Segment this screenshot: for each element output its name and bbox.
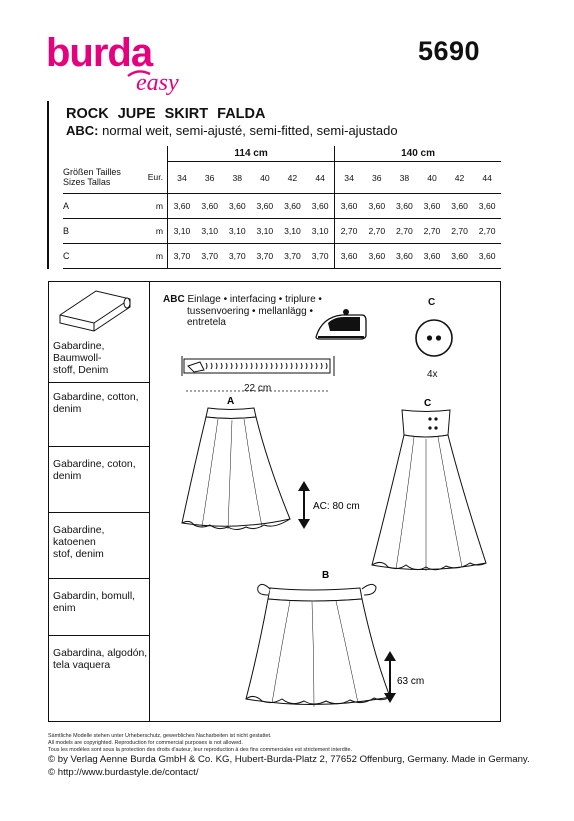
legal-notice: Sämtliche Modelle stehen unter Urheberschutz, gewerbliches Nacharbeiten ist nicht gestattet. All models are copyrighted. Reproduction for commercial purposes is not allowed. Tous les modèles sont sous la protection des droits d'auteur, leur reproduction à des fins commerciales est strictement interdite. [48,733,352,754]
zipper-icon [180,354,340,378]
yardage-cell: 3,60 [335,194,363,219]
yardage-table [63,146,501,269]
fit-prefix: ABC: [66,123,99,138]
yardage-cell: 2,70 [473,219,501,244]
yardage-cell: 3,60 [196,194,224,219]
button-count: 4x [427,369,438,380]
fabric-suggestion: Gabardine, katoenen stof, denim [53,525,105,560]
fit-description [66,123,398,138]
yardage-cell: 2,70 [335,219,363,244]
yardage-cell: 3,10 [168,219,196,244]
yardage-cell: 2,70 [391,219,419,244]
yardage-cell: 3,10 [306,219,334,244]
fabric-divider [48,578,149,579]
width-114: 114 cm [168,146,335,162]
yardage-cell: 3,60 [391,194,419,219]
pattern-number: 5690 [418,36,481,66]
views-illustration [150,395,500,720]
interfacing-note: ABC Einlage • interfacing • triplure • tussenvoering • mellanlägg • entretela [163,294,322,328]
unit-cell: m [135,244,168,269]
yardage-cell: 3,60 [391,244,419,269]
skirt-view-a [182,396,290,530]
unit-header: Eur. [135,162,168,194]
width-140: 140 cm [335,146,501,162]
yardage-cell: 3,70 [251,244,279,269]
yardage-cell: 3,10 [223,219,251,244]
size-cell: 40 [251,162,279,194]
view-letter: B [63,219,135,244]
sizes-label: Größen Tailles Sizes Tallas [63,162,135,194]
fit-text: normal weit, semi-ajusté, semi-fitted, semi-ajustado [98,123,398,138]
header-rule [47,101,49,269]
size-cell: 38 [223,162,251,194]
size-cell: 42 [279,162,307,194]
yardage-cell: 3,60 [306,194,334,219]
yardage-cell: 3,60 [446,244,474,269]
yardage-row-b [63,219,501,244]
yardage-cell: 3,60 [251,194,279,219]
page-title: ROCK JUPE SKIRT FALDA [66,106,266,122]
fabric-divider [48,446,149,447]
fabric-suggestion: Gabardine, Baumwoll- stoff, Denim [53,341,109,376]
b-length: 63 cm [397,676,425,687]
yardage-cell: 2,70 [363,219,391,244]
fabric-divider [48,635,149,636]
fabric-suggestion: Gabardin, bomull, enim [53,591,136,614]
length-arrow-b [384,651,424,703]
fabric-divider [48,512,149,513]
width-header-row [63,146,501,162]
view-a-label: A [227,396,235,407]
button-icon [414,318,454,358]
size-cell: 44 [473,162,501,194]
size-cell: 34 [335,162,363,194]
skirt-view-b [246,570,390,707]
yardage-cell: 3,70 [196,244,224,269]
size-cell: 34 [168,162,196,194]
yardage-cell: 3,60 [279,194,307,219]
iron-icon [312,307,368,343]
yardage-row-c [63,244,501,269]
fabric-bolt-icon [56,285,134,335]
yardage-cell: 3,60 [168,194,196,219]
size-cell: 38 [391,162,419,194]
yardage-cell: 3,70 [223,244,251,269]
yardage-cell: 3,60 [473,244,501,269]
size-cell: 36 [363,162,391,194]
yardage-cell: 3,60 [335,244,363,269]
fabric-divider [48,382,149,383]
yardage-cell: 3,60 [446,194,474,219]
yardage-cell: 3,60 [418,194,446,219]
size-header-row [63,162,501,194]
fabric-suggestion: Gabardine, cotton, denim [53,392,139,415]
burda-easy-logo [44,28,194,98]
ac-length: AC: 80 cm [313,501,360,512]
yardage-cell: 3,70 [168,244,196,269]
unit-cell: m [135,194,168,219]
view-b-label: B [322,570,330,581]
zipper-length: 22 cm [244,383,272,394]
yardage-cell: 3,60 [363,244,391,269]
yardage-cell: 3,10 [196,219,224,244]
unit-cell: m [135,219,168,244]
yardage-cell: 3,60 [473,194,501,219]
size-cell: 36 [196,162,224,194]
brand-sub: easy [136,70,179,96]
yardage-cell: 2,70 [418,219,446,244]
yardage-cell: 3,60 [223,194,251,219]
copyright: © by Verlag Aenne Burda GmbH & Co. KG, Hubert-Burda-Platz 2, 77652 Offenburg, Germany. Made in Germany. © http://www.burdastyle.de/contact/ [48,754,530,778]
yardage-cell: 3,60 [363,194,391,219]
yardage-row-a [63,194,501,219]
size-cell: 44 [306,162,334,194]
yardage-cell: 3,60 [418,244,446,269]
notions-prefix: ABC [163,294,185,305]
yardage-cell: 3,10 [251,219,279,244]
view-letter: C [63,244,135,269]
yardage-cell: 3,70 [306,244,334,269]
button-view-label: C [428,297,436,308]
view-letter: A [63,194,135,219]
view-c-label: C [424,398,432,409]
yardage-cell: 2,70 [446,219,474,244]
size-cell: 40 [418,162,446,194]
brand-name: burda [46,31,153,75]
yardage-cell: 3,70 [279,244,307,269]
yardage-cell: 3,10 [279,219,307,244]
fabric-suggestion: Gabardina, algodón, tela vaquera [53,648,148,671]
fabric-suggestion: Gabardine, coton, denim [53,459,136,482]
size-cell: 42 [446,162,474,194]
skirt-view-c [372,398,486,571]
length-arrow-ac [298,481,360,529]
